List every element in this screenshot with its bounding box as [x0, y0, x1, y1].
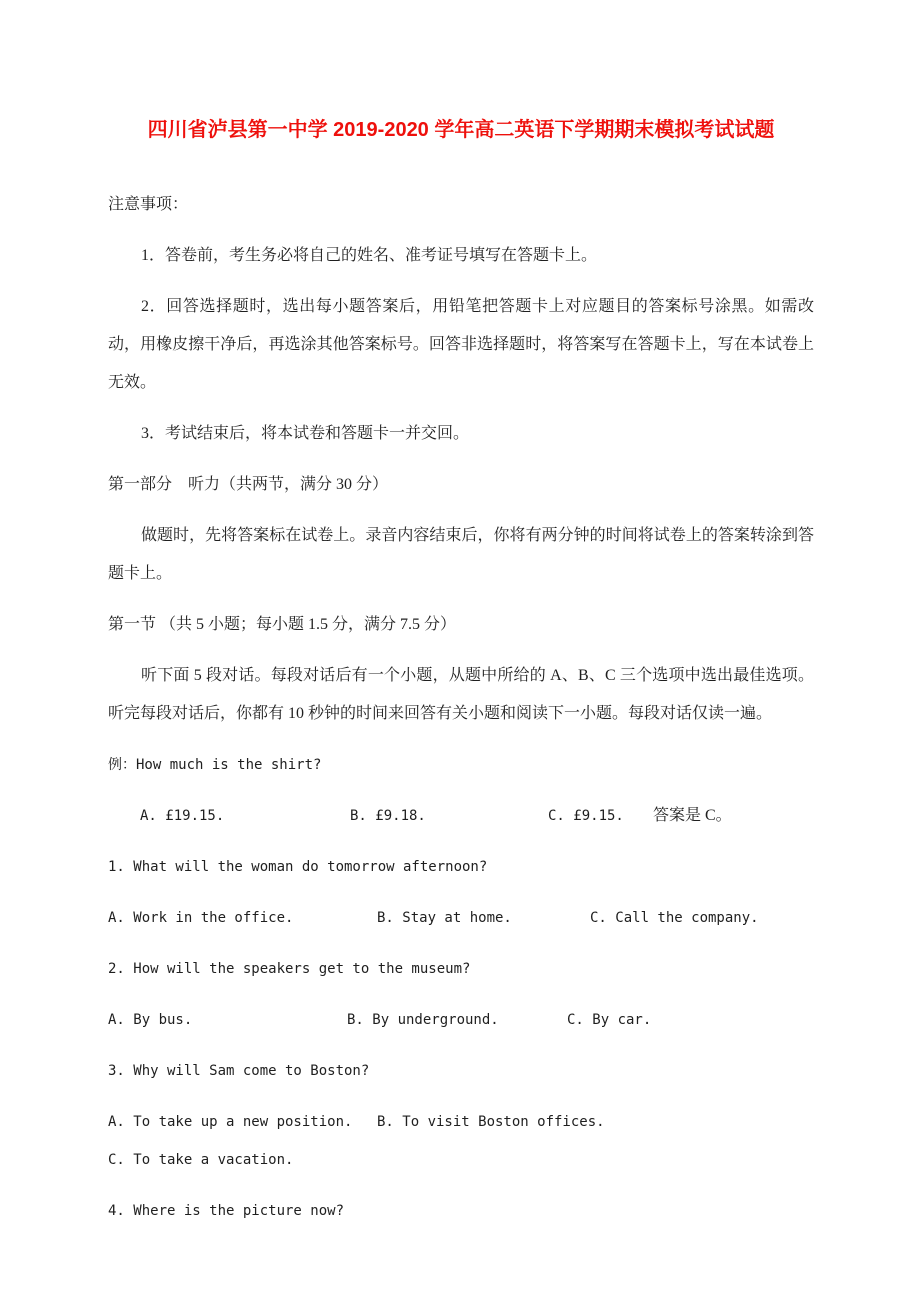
- notice-item-1: 1．答卷前，考生务必将自己的姓名、准考证号填写在答题卡上。: [141, 247, 598, 264]
- question-3-options-row: [108, 1103, 814, 1179]
- question-1-option-b: B. Stay at home.: [377, 910, 512, 926]
- example-answer-note: 答案是 C。: [653, 807, 732, 824]
- question-1-option-a: A. Work in the office.: [108, 910, 294, 926]
- question-1-option-c: C. Call the company.: [590, 910, 759, 926]
- question-2-options-row: [108, 1001, 814, 1039]
- example-option-b: B. £9.18.: [350, 808, 426, 824]
- question-3-prompt: 3. Why will Sam come to Boston?: [108, 1063, 370, 1079]
- question-2-option-a: A. By bus.: [108, 1012, 193, 1028]
- question-3-option-b: B. To visit Boston offices.: [377, 1114, 605, 1130]
- example-options-row: [108, 797, 814, 835]
- part1-heading: 第一部分 听力（共两节，满分 30 分）: [108, 476, 389, 493]
- section1-intro: 听下面 5 段对话。每段对话后有一个小题，从题中所给的 A、B、C 三个选项中选出最佳选项。听完每段对话后，你都有 10 秒钟的时间来回答有关小题和阅读下一小题。每段对话仅读一遍。: [108, 667, 814, 722]
- question-3-option-c: C. To take a vacation.: [108, 1152, 294, 1168]
- question-1-prompt: 1. What will the woman do tomorrow afternoon?: [108, 859, 488, 875]
- question-2-option-c: C. By car.: [567, 1012, 652, 1028]
- example-option-a: A. £19.15.: [140, 808, 225, 824]
- notice-heading: 注意事项：: [108, 196, 189, 213]
- question-2-option-b: B. By underground.: [347, 1012, 499, 1028]
- example-option-c: C. £9.15.: [548, 808, 624, 824]
- exam-title: 四川省泸县第一中学 2019-2020 学年高二英语下学期期末模拟考试试题: [147, 119, 775, 141]
- question-4-prompt: 4. Where is the picture now?: [108, 1203, 345, 1219]
- notice-item-2: 2．回答选择题时，选出每小题答案后，用铅笔把答题卡上对应题目的答案标号涂黑。如需改动，用橡皮擦干净后，再选涂其他答案标号。回答非选择题时，将答案写在答题卡上，写在本试卷上无效。: [108, 298, 814, 391]
- example-prompt: 例：How much is the shirt?: [108, 757, 322, 773]
- section1-heading: 第一节 （共 5 小题；每小题 1.5 分，满分 7.5 分）: [108, 616, 457, 633]
- question-1-options-row: [108, 899, 814, 937]
- question-3-option-a: A. To take up a new position.: [108, 1114, 353, 1130]
- part1-intro: 做题时，先将答案标在试卷上。录音内容结束后，你将有两分钟的时间将试卷上的答案转涂到答题卡上。: [108, 527, 814, 582]
- notice-item-3: 3．考试结束后，将本试卷和答题卡一并交回。: [141, 425, 470, 442]
- question-2-prompt: 2. How will the speakers get to the museum?: [108, 961, 471, 977]
